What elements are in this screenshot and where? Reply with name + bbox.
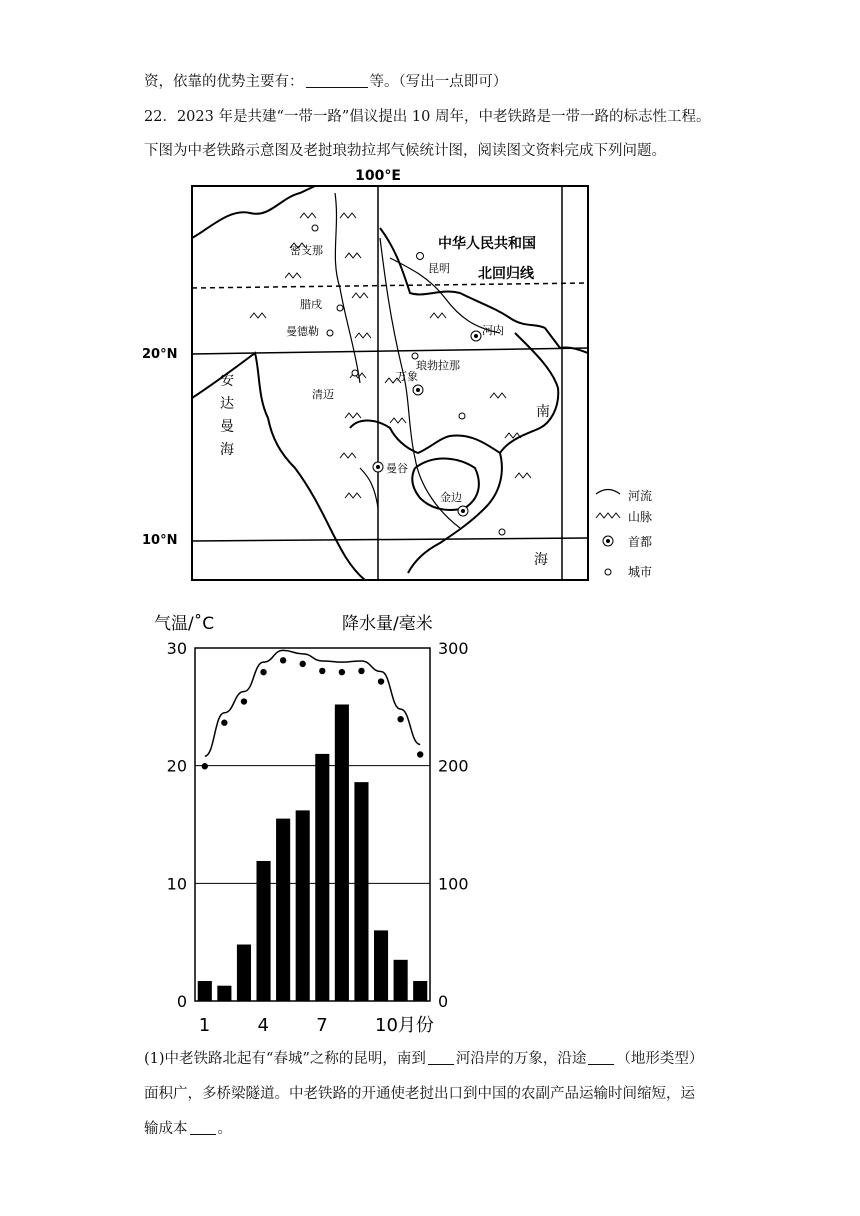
prev-question-tail [144, 72, 507, 92]
question-1-text-d: 输成本 [144, 1121, 188, 1137]
question-1-text-c: （地形类型） [616, 1051, 704, 1067]
svg-text:安: 安 [220, 373, 234, 389]
tropic-label: 北回归线 [478, 266, 534, 282]
svg-text:达: 达 [220, 396, 234, 412]
precip-bar-m4 [256, 861, 270, 1001]
precip-bar-m9 [354, 782, 368, 1001]
temperature-point-m10 [378, 678, 384, 684]
temperature-point-m1 [202, 763, 208, 769]
x-tick-label: 7 [316, 1015, 328, 1035]
precip-bar-m1 [198, 981, 212, 1001]
city-phnom-penh-label: 金边 [440, 491, 462, 504]
temperature-point-m2 [221, 720, 227, 726]
y-left-tick-label: 10 [166, 874, 187, 894]
answer-blank-cost[interactable] [190, 1120, 216, 1135]
lat-10n-label: 10°N [142, 533, 178, 548]
prev-question-text-b: 等。（写出一点即可） [369, 74, 508, 90]
svg-text:海: 海 [220, 442, 234, 458]
answer-blank[interactable] [306, 73, 368, 88]
answer-blank-landform[interactable] [588, 1050, 614, 1065]
climate-chart [140, 605, 480, 1035]
temperature-point-m11 [397, 716, 403, 722]
precip-bar-m5 [276, 819, 290, 1001]
temperature-point-m9 [358, 668, 364, 674]
prev-question-text-a: 资，依靠的优势主要有： [144, 74, 304, 90]
south-sea-label-1: 南 [536, 404, 550, 420]
legend-city-label: 城市 [628, 565, 653, 579]
legend-mountain-label: 山脉 [628, 510, 653, 524]
andaman-sea-label [220, 373, 234, 458]
legend-river-icon [596, 490, 620, 495]
temperature-point-m4 [260, 669, 266, 675]
temperature-point-m6 [300, 661, 306, 667]
y-right-tick-label: 100 [438, 874, 469, 894]
question-1-line-3 [144, 1119, 232, 1139]
y-left-axis-label: 气温/˚C [154, 614, 215, 634]
y-right-tick-label: 300 [438, 639, 469, 658]
city-kunming-label: 昆明 [428, 262, 450, 275]
question-1-text-b: 河沿岸的万象，沿途 [455, 1051, 587, 1067]
chart-plot-area [167, 639, 469, 1035]
x-tick-label: 1 [198, 1015, 211, 1035]
city-marker-mandalay [327, 330, 333, 336]
question-1-text-a: (1)中老铁路北起有“春城”之称的昆明，南到 [144, 1051, 426, 1067]
question-1-line-2: 面积广，多桥梁隧道。中老铁路的开通使老挝出口到中国的农副产品运输时间缩短，运 [144, 1086, 695, 1102]
legend-mountain-icon [596, 513, 620, 518]
precip-bar-m11 [394, 960, 408, 1001]
temperature-point-m12 [417, 751, 423, 757]
city-myitkyina-label: 密支那 [290, 244, 323, 257]
precip-bar-m8 [335, 704, 349, 1001]
precip-bar-m10 [374, 930, 388, 1001]
city-marker-pakse [459, 413, 465, 419]
city-mandalay-label: 曼德勒 [286, 325, 319, 338]
tropic-of-cancer-line [192, 283, 588, 288]
parallel-10n [192, 538, 588, 541]
y-right-axis-label: 降水量/毫米 [342, 614, 433, 634]
city-marker-myitkyina [312, 225, 318, 231]
china-laos-railway-map [140, 168, 780, 588]
x-tick-label: 4 [257, 1015, 269, 1035]
temperature-point-m5 [280, 657, 286, 663]
city-marker-kunming [417, 253, 424, 260]
precip-bar-m6 [296, 810, 310, 1001]
city-marker-chiang-mai [352, 370, 358, 376]
legend-city-icon [605, 569, 611, 575]
precip-bar-m7 [315, 754, 329, 1001]
map-legend [596, 488, 652, 579]
y-right-tick-label: 0 [438, 992, 449, 1011]
answer-blank-river[interactable] [428, 1050, 454, 1065]
question-22-line-2: 下图为中老铁路示意图及老挝琅勃拉邦气候统计图，阅读图文资料完成下列问题。 [144, 143, 666, 159]
question-22-line-1: 22．2023 年是共建“一带一路”倡议提出 10 周年，中老铁路是一带一路的标志性工程。 [144, 109, 711, 125]
lon-100e-label: 100°E [355, 168, 401, 184]
lat-20n-label: 20°N [142, 347, 178, 362]
parallel-20n [192, 348, 588, 354]
temperature-point-m3 [241, 698, 247, 704]
question-1-line-1 [144, 1049, 703, 1069]
question-1-text-e: 。 [217, 1121, 232, 1137]
precip-bar-m3 [237, 945, 251, 1001]
legend-river-label: 河流 [628, 489, 653, 503]
city-lashio-label: 腊戌 [300, 298, 322, 311]
city-marker-south [499, 529, 505, 535]
y-left-tick-label: 0 [176, 992, 187, 1011]
city-hanoi-label: 河内 [482, 324, 504, 337]
y-left-tick-label: 20 [166, 756, 187, 776]
legend-capital-label: 首都 [628, 535, 653, 549]
precip-bar-m2 [217, 986, 231, 1001]
temperature-point-m7 [319, 668, 325, 674]
temperature-point-m8 [339, 669, 345, 675]
y-right-tick-label: 200 [438, 756, 469, 776]
city-marker-lashio [337, 305, 343, 311]
plot-frame [195, 648, 430, 1001]
south-sea-label-2: 海 [534, 552, 548, 568]
city-bangkok-label: 曼谷 [386, 462, 408, 475]
city-vientiane-label: 万象 [396, 370, 418, 383]
city-luang-prabang-label: 琅勃拉那 [416, 359, 460, 372]
svg-text:曼: 曼 [220, 419, 234, 435]
precip-bar-m12 [413, 981, 427, 1001]
temperature-line [205, 650, 420, 756]
china-label: 中华人民共和国 [438, 236, 536, 252]
y-left-tick-label: 30 [166, 639, 187, 658]
city-chiang-mai-label: 清迈 [312, 388, 334, 401]
x-tick-label: 10月份 [375, 1015, 434, 1035]
